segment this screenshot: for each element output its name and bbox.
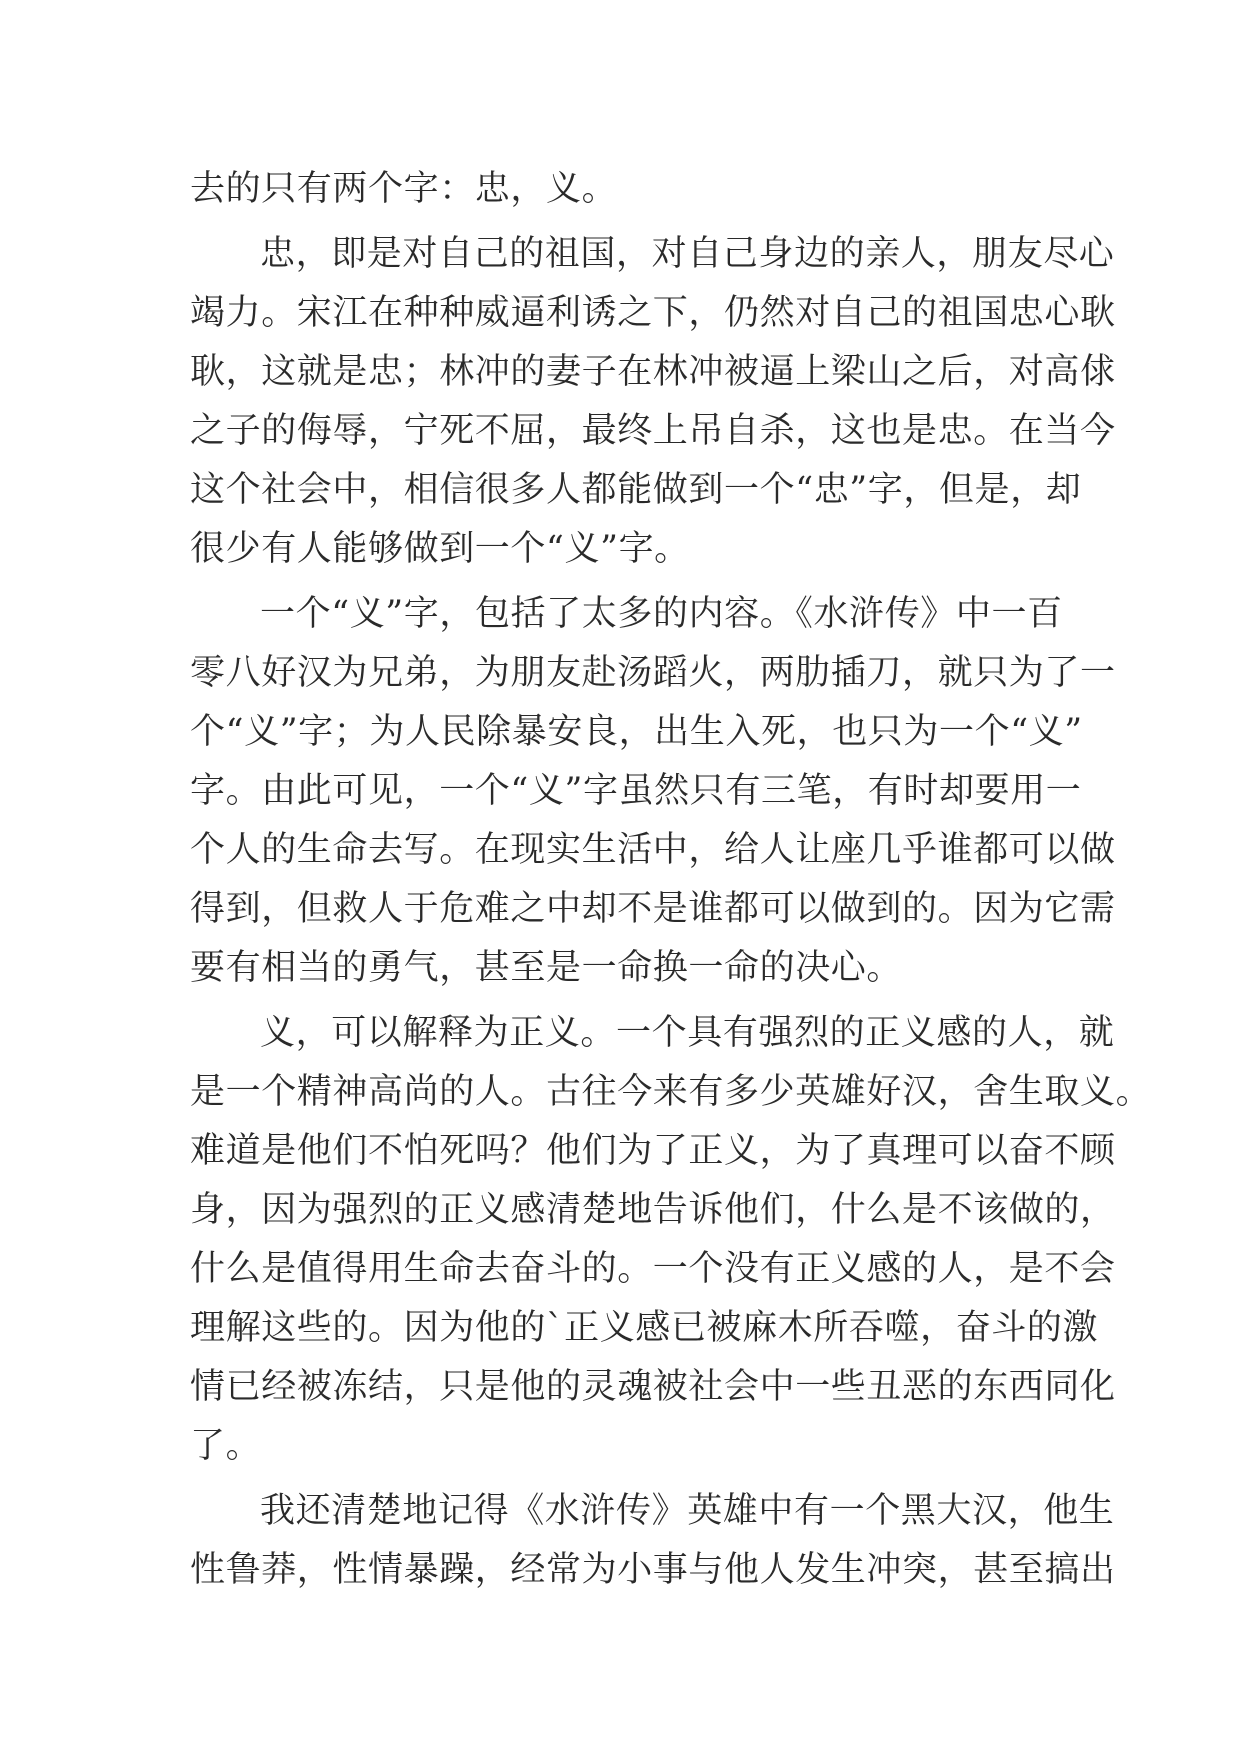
text-line: 要有相当的勇气，甚至是一命换一命的决心。 (190, 948, 903, 988)
text-line: 个人的生命去写。在现实生活中，给人让座几乎谁都可以做 (190, 830, 1116, 870)
paragraph-first-line: 一个“义”字，包括了太多的内容。《水浒传》中一百 (260, 594, 1063, 634)
paragraph-first-line: 忠，即是对自己的祖国，对自己身边的亲人，朋友尽心 (260, 234, 1115, 274)
text-line: 性鲁莽，性情暴躁，经常为小事与他人发生冲突，甚至搞出 (190, 1550, 1116, 1590)
text-line: 耿，这就是忠；林冲的妻子在林冲被逼上梁山之后，对高俅 (190, 352, 1116, 392)
paragraph-first-line: 我还清楚地记得《水浒传》英雄中有一个黑大汉，他生 (260, 1491, 1115, 1531)
body-text (190, 160, 1152, 1600)
text-line: 很少有人能够做到一个“义”字。 (190, 529, 690, 569)
text-line: 之子的侮辱，宁死不屈，最终上吊自杀，这也是忠。在当今 (190, 411, 1116, 451)
text-line: 个“义”字；为人民除暴安良，出生入死，也只为一个“义” (190, 712, 1083, 752)
text-line: 是一个精神高尚的人。古往今来有多少英雄好汉，舍生取义。 (190, 1072, 1152, 1112)
paragraph-first-line: 义，可以解释为正义。一个具有强烈的正义感的人，就 (260, 1013, 1115, 1053)
text-line: 字。由此可见，一个“义”字虽然只有三笔，有时却要用一 (190, 771, 1082, 811)
text-line: 竭力。宋江在种种威逼利诱之下，仍然对自己的祖国忠心耿 (190, 293, 1116, 333)
text-line: 得到，但救人于危难之中却不是谁都可以做到的。因为它需 (190, 889, 1116, 929)
text-line: 理解这些的。因为他的`正义感已被麻木所吞噬，奋斗的激 (190, 1308, 1099, 1348)
text-line: 去的只有两个字：忠，义。 (190, 169, 618, 209)
text-line: 零八好汉为兄弟，为朋友赴汤蹈火，两肋插刀，就只为了一 (190, 653, 1116, 693)
text-line: 这个社会中，相信很多人都能做到一个“忠”字，但是，却 (190, 470, 1082, 510)
text-line: 情已经被冻结，只是他的灵魂被社会中一些丑恶的东西同化 (190, 1367, 1116, 1407)
text-line: 身，因为强烈的正义感清楚地告诉他们，什么是不该做的， (190, 1190, 1116, 1230)
text-line: 什么是值得用生命去奋斗的。一个没有正义感的人，是不会 (190, 1249, 1116, 1289)
text-line: 了。 (190, 1426, 262, 1466)
text-line: 难道是他们不怕死吗？他们为了正义，为了真理可以奋不顾 (190, 1131, 1116, 1171)
